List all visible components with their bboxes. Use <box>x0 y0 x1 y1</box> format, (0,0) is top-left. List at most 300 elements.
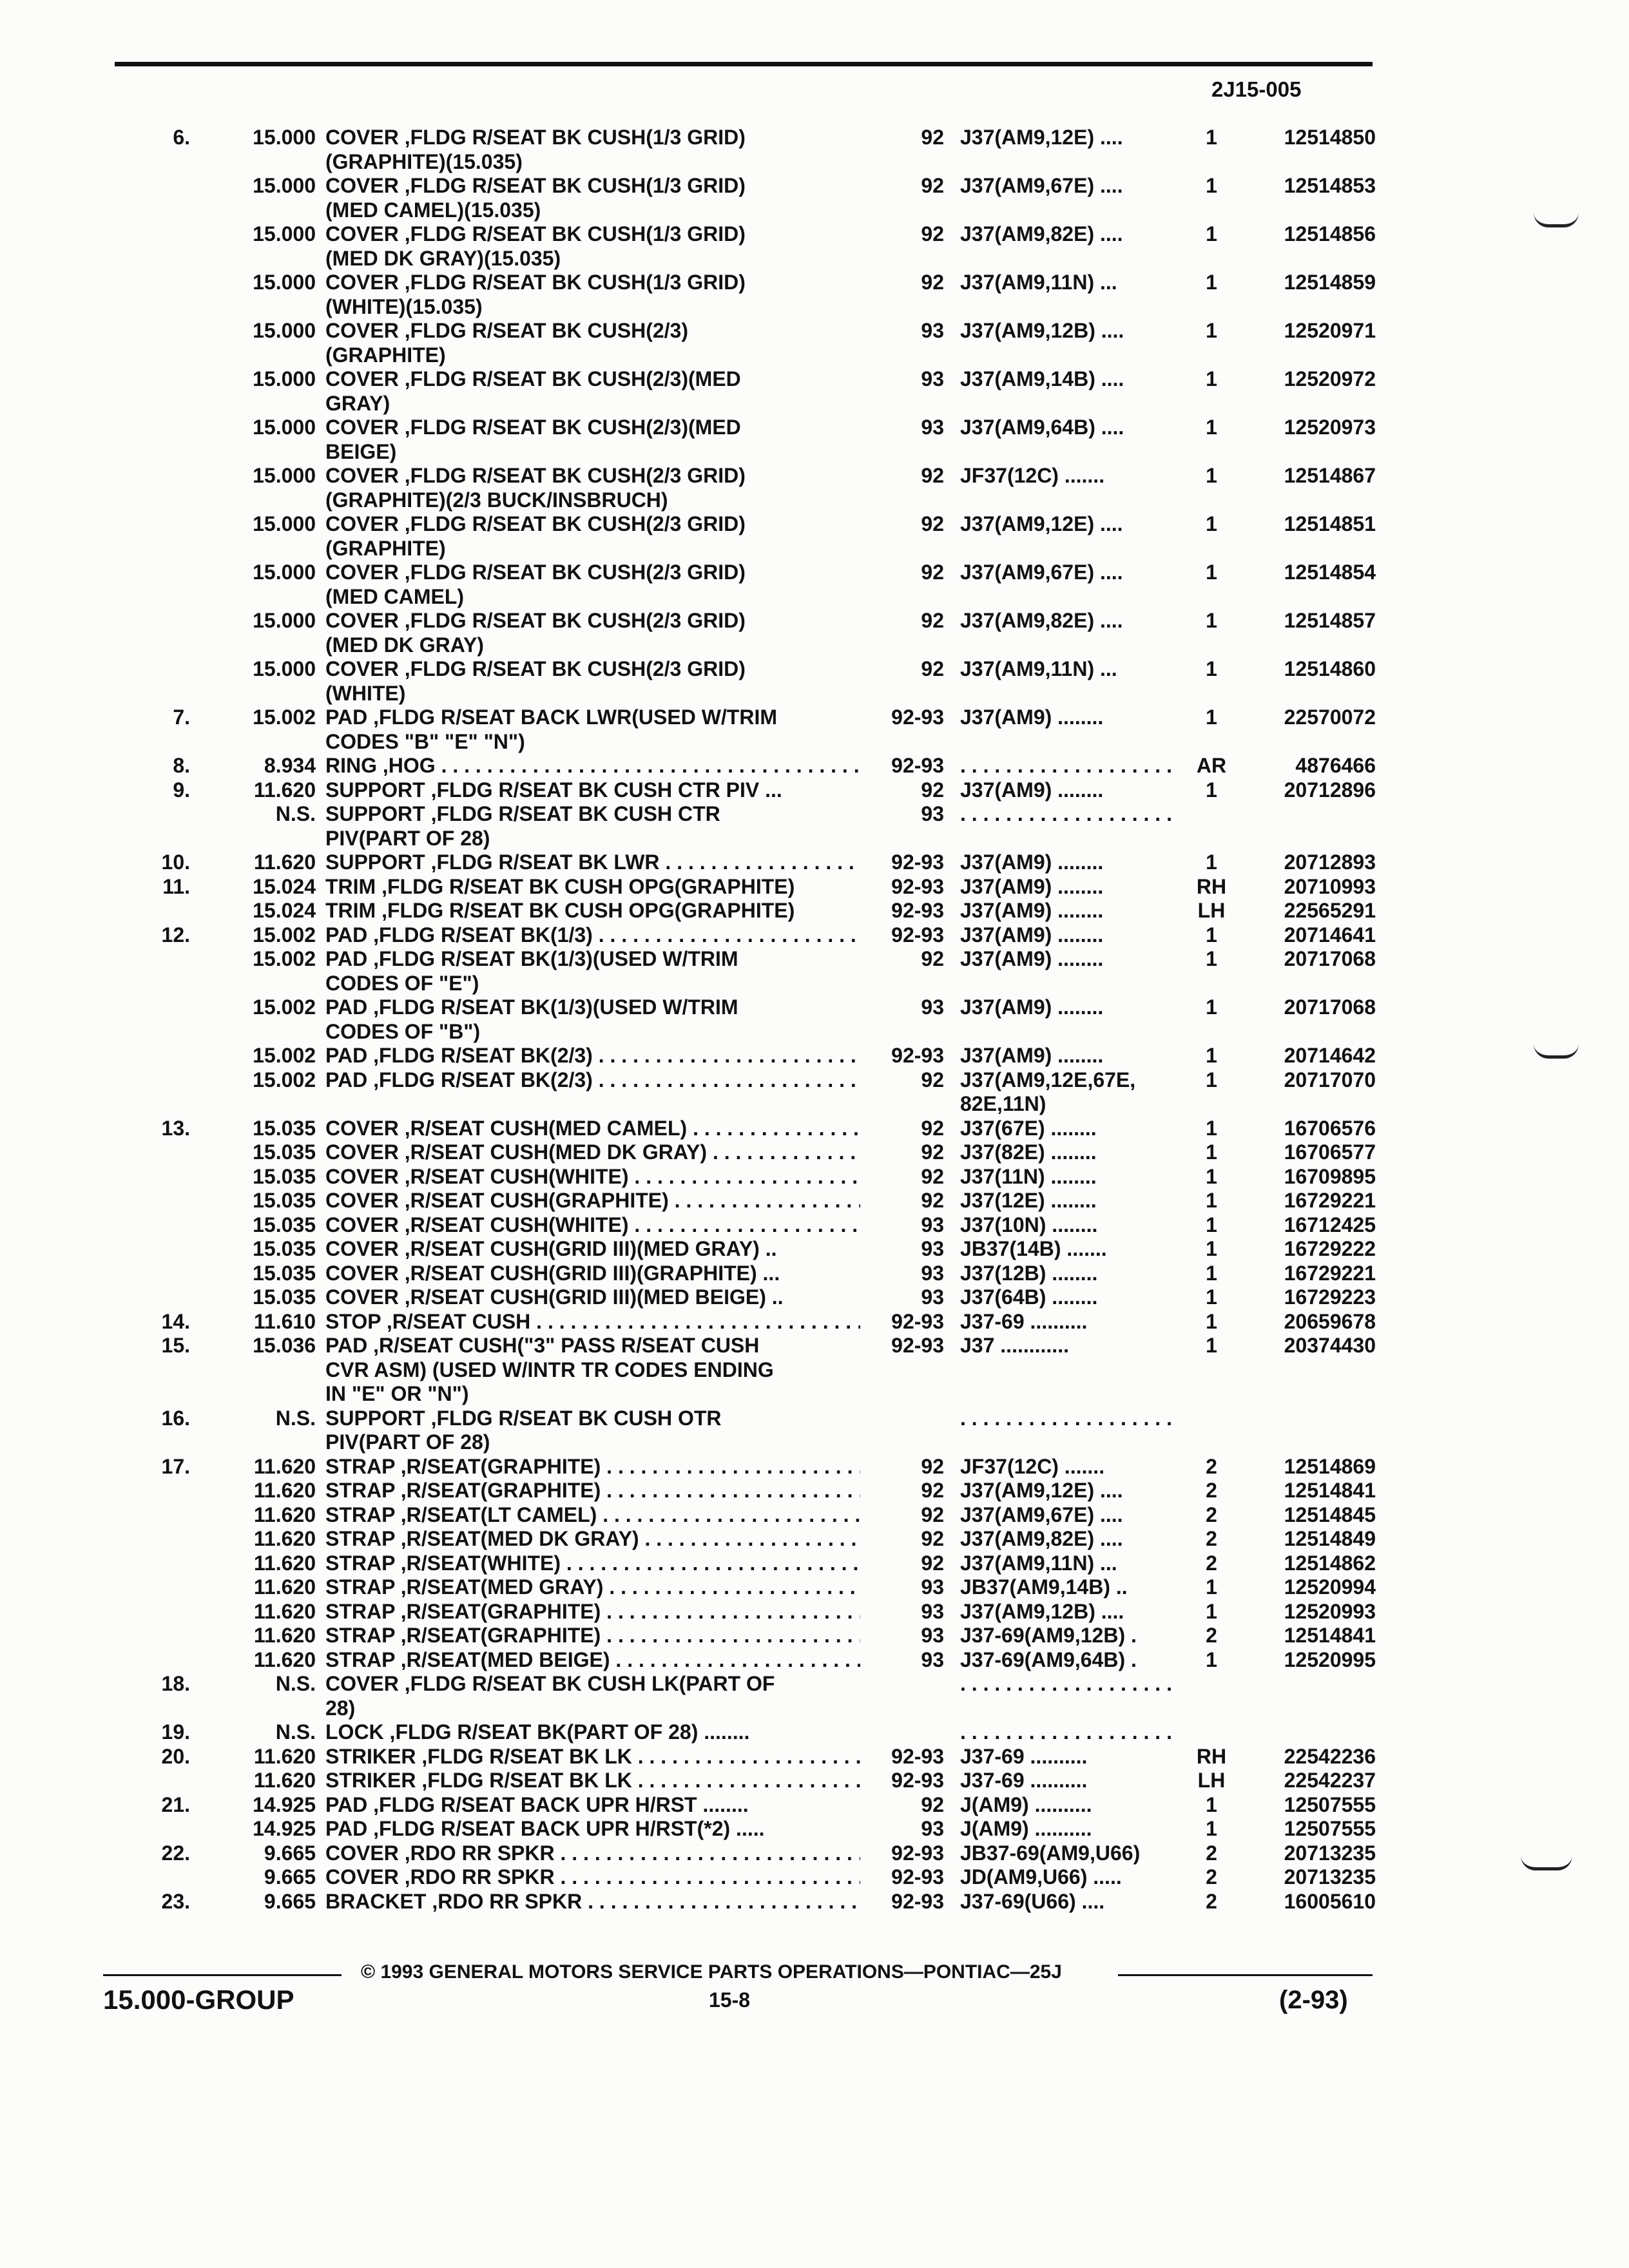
model-year: 92 <box>921 609 944 632</box>
part-description: SUPPORT ,FLDG R/SEAT BK CUSH CTR PIV ... <box>325 778 782 802</box>
quantity: LH <box>1197 899 1226 922</box>
part-description: CODES OF "E") <box>325 971 479 995</box>
quantity: 1 <box>1206 995 1217 1019</box>
model-code: J37-69 .......... <box>960 1769 1088 1792</box>
model-code: J37(AM9) ........ <box>960 778 1104 802</box>
part-description: STRAP ,R/SEAT(GRAPHITE) . . . <box>325 1455 860 1479</box>
table-row <box>0 1358 1629 1383</box>
table-row <box>0 561 1629 585</box>
part-description: LOCK ,FLDG R/SEAT BK(PART OF 28) ........ <box>325 1720 750 1744</box>
model-year: 92 <box>921 1479 944 1502</box>
part-description: COVER ,FLDG R/SEAT BK CUSH(2/3)(MED <box>325 416 741 439</box>
group-number: 15.002 <box>253 995 316 1019</box>
part-number: 16709895 <box>1284 1164 1376 1188</box>
model-code: J37(AM9,67E) .... <box>960 561 1123 584</box>
model-code <box>960 802 1179 827</box>
quantity: 1 <box>1206 512 1217 535</box>
footer-group: 15.000-GROUP <box>103 1984 294 2015</box>
group-number: 15.035 <box>253 1140 316 1164</box>
group-number: 15.000 <box>253 174 316 197</box>
model-year: 93 <box>921 802 944 825</box>
parts-list <box>0 126 1629 1914</box>
group-number: 15.035 <box>253 1261 316 1285</box>
quantity: 1 <box>1206 1792 1217 1816</box>
quantity: 1 <box>1206 923 1217 947</box>
quantity: 1 <box>1206 1334 1217 1357</box>
part-number: 12507555 <box>1284 1817 1376 1840</box>
group-number: 15.035 <box>253 1213 316 1236</box>
model-year: 92-93 <box>891 1334 944 1357</box>
group-number: 15.002 <box>253 1068 316 1091</box>
group-number: 9.665 <box>264 1841 316 1865</box>
part-description: STRAP ,R/SEAT(GRAPHITE) . . . <box>325 1479 860 1503</box>
part-description: PAD ,FLDG R/SEAT BK(1/3)(USED W/TRIM <box>325 995 738 1019</box>
part-number: 20714642 <box>1284 1044 1376 1067</box>
part-number: 12514849 <box>1284 1527 1376 1550</box>
table-row <box>0 802 1629 827</box>
footer-date: (2-93) <box>1279 1986 1348 2014</box>
group-number: 15.035 <box>253 1116 316 1140</box>
group-number: 15.000 <box>253 561 316 584</box>
part-description: SUPPORT ,FLDG R/SEAT BK CUSH OTR <box>325 1406 722 1430</box>
group-number: 15.002 <box>253 947 316 970</box>
quantity: 1 <box>1206 1189 1217 1212</box>
table-row <box>0 995 1629 1020</box>
quantity: 2 <box>1206 1624 1217 1647</box>
part-number: 16729221 <box>1284 1261 1376 1285</box>
group-number: 15.036 <box>253 1334 316 1357</box>
part-description: STRAP ,R/SEAT(MED DK GRAY) . . . <box>325 1527 860 1552</box>
table-row <box>0 1527 1629 1552</box>
part-number: 16005610 <box>1284 1889 1376 1913</box>
table-row <box>0 682 1629 706</box>
model-year: 92 <box>921 1116 944 1140</box>
part-number: 12514862 <box>1284 1551 1376 1575</box>
part-description: PAD ,FLDG R/SEAT BK(1/3) . . . <box>325 923 860 948</box>
model-year: 92-93 <box>891 850 944 874</box>
part-description: BRACKET ,RDO RR SPKR . . . <box>325 1890 860 1914</box>
model-code: J37(AM9) ........ <box>960 947 1104 970</box>
table-row <box>0 827 1629 851</box>
model-code: JD(AM9,U66) ..... <box>960 1865 1122 1888</box>
model-year: 93 <box>921 416 944 439</box>
table-row <box>0 440 1629 465</box>
model-code: J37(10N) ........ <box>960 1213 1098 1236</box>
table-row <box>0 1189 1629 1213</box>
table-row <box>0 271 1629 295</box>
part-description: (GRAPHITE)(2/3 BUCK/INSBRUCH) <box>325 488 668 512</box>
table-row <box>0 126 1629 150</box>
table-row <box>0 1310 1629 1334</box>
part-description: COVER ,FLDG R/SEAT BK CUSH(2/3 GRID) <box>325 609 746 632</box>
part-description: STRAP ,R/SEAT(WHITE) . . . <box>325 1552 860 1576</box>
model-code: JB37-69(AM9,U66) <box>960 1841 1141 1865</box>
part-description: (MED DK GRAY) <box>325 633 484 657</box>
table-row <box>0 1092 1629 1117</box>
part-number: 12514867 <box>1284 464 1376 487</box>
table-row <box>0 1793 1629 1818</box>
group-number: 15.035 <box>253 1189 316 1212</box>
model-code: J37(AM9,12E,67E, <box>960 1068 1136 1091</box>
model-code: J37(12E) ........ <box>960 1189 1097 1212</box>
model-code <box>960 754 1179 778</box>
quantity: 2 <box>1206 1841 1217 1865</box>
model-year: 92-93 <box>891 1889 944 1913</box>
group-number: 15.002 <box>253 923 316 947</box>
model-year: 92 <box>921 1189 944 1212</box>
quantity: 2 <box>1206 1889 1217 1913</box>
part-number: 12514869 <box>1284 1454 1376 1478</box>
part-description: COVER ,R/SEAT CUSH(MED CAMEL) . . . <box>325 1117 860 1141</box>
model-year: 92 <box>921 1140 944 1164</box>
model-year: 92-93 <box>891 1744 944 1768</box>
part-number: 20710993 <box>1284 874 1376 898</box>
model-code: J37(AM9,12B) .... <box>960 1599 1124 1623</box>
model-year: 93 <box>921 319 944 342</box>
group-number: 11.620 <box>253 1454 316 1478</box>
model-year: 93 <box>921 1261 944 1285</box>
part-description: GRAY) <box>325 391 390 415</box>
table-row <box>0 1890 1629 1914</box>
table-row <box>0 633 1629 658</box>
margin-mark <box>1521 1856 1572 1870</box>
group-number: 11.620 <box>253 778 316 802</box>
table-row <box>0 730 1629 754</box>
item-number: 9. <box>173 778 190 802</box>
part-number: 22570072 <box>1284 706 1376 729</box>
table-row <box>0 1455 1629 1479</box>
model-year: 92 <box>921 1551 944 1575</box>
item-number: 17. <box>161 1454 190 1478</box>
part-description: BEIGE) <box>325 439 397 463</box>
part-description: CVR ASM) (USED W/INTR TR CODES ENDING <box>325 1358 774 1381</box>
part-number: 12514856 <box>1284 222 1376 245</box>
part-description: COVER ,FLDG R/SEAT BK CUSH(2/3 GRID) <box>325 561 746 584</box>
part-description: SUPPORT ,FLDG R/SEAT BK LWR . . . <box>325 850 860 875</box>
item-number: 16. <box>161 1406 190 1430</box>
model-code: JB37(AM9,14B) .. <box>960 1575 1128 1599</box>
quantity: 1 <box>1206 319 1217 342</box>
model-code: J37-69 .......... <box>960 1744 1088 1768</box>
part-number: 22542237 <box>1284 1769 1376 1792</box>
quantity: 1 <box>1206 947 1217 970</box>
model-year: 92-93 <box>891 1769 944 1792</box>
table-row <box>0 754 1629 778</box>
model-year: 92 <box>921 657 944 680</box>
part-description: STOP ,R/SEAT CUSH . . . <box>325 1310 860 1334</box>
quantity: 1 <box>1206 367 1217 390</box>
table-row <box>0 1841 1629 1866</box>
part-description: STRAP ,R/SEAT(MED GRAY) . . . <box>325 1575 860 1600</box>
group-number: 11.620 <box>253 1551 316 1575</box>
model-code: J37(67E) ........ <box>960 1116 1097 1140</box>
model-code <box>960 1672 1179 1696</box>
model-code: J37(AM9) ........ <box>960 850 1104 874</box>
group-number: 15.002 <box>253 706 316 729</box>
item-number: 23. <box>161 1889 190 1913</box>
group-number: 14.925 <box>253 1792 316 1816</box>
top-rule <box>115 62 1373 66</box>
part-number: 12514854 <box>1284 561 1376 584</box>
group-number: N.S. <box>275 1720 316 1744</box>
quantity: 1 <box>1206 778 1217 802</box>
model-code: J37(AM9) ........ <box>960 923 1104 947</box>
table-row <box>0 1600 1629 1624</box>
quantity: 1 <box>1206 561 1217 584</box>
table-row <box>0 295 1629 320</box>
quantity: 1 <box>1206 609 1217 632</box>
part-number: 16729222 <box>1284 1237 1376 1260</box>
part-number: 12514841 <box>1284 1624 1376 1647</box>
quantity: 1 <box>1206 706 1217 729</box>
quantity: AR <box>1196 754 1227 777</box>
item-number: 13. <box>161 1116 190 1140</box>
quantity: 1 <box>1206 1068 1217 1091</box>
table-row <box>0 1552 1629 1576</box>
part-description: (GRAPHITE) <box>325 343 446 367</box>
group-number: 15.000 <box>253 416 316 439</box>
part-number: 12520971 <box>1284 319 1376 342</box>
item-number: 22. <box>161 1841 190 1865</box>
part-description: COVER ,FLDG R/SEAT BK CUSH(2/3 GRID) <box>325 657 746 680</box>
part-description: PIV(PART OF 28) <box>325 1430 490 1454</box>
item-number: 20. <box>161 1744 190 1768</box>
part-description: (MED DK GRAY)(15.035) <box>325 246 561 270</box>
quantity: 2 <box>1206 1503 1217 1526</box>
quantity: 1 <box>1206 1285 1217 1309</box>
model-code: J37(AM9,64B) .... <box>960 416 1124 439</box>
part-number: 20712896 <box>1284 778 1376 802</box>
part-description: COVER ,FLDG R/SEAT BK CUSH(2/3 GRID) <box>325 464 746 487</box>
quantity: 1 <box>1206 1648 1217 1671</box>
quantity: 1 <box>1206 1213 1217 1236</box>
model-code: J37(AM9) ........ <box>960 995 1104 1019</box>
table-row <box>0 416 1629 440</box>
model-year: 93 <box>921 1285 944 1309</box>
quantity: LH <box>1197 1769 1226 1792</box>
quantity: 2 <box>1206 1865 1217 1888</box>
table-row <box>0 1285 1629 1310</box>
model-year: 93 <box>921 1213 944 1236</box>
group-number: 11.620 <box>253 1527 316 1550</box>
model-year: 93 <box>921 1817 944 1840</box>
part-number: 12520973 <box>1284 416 1376 439</box>
model-year: 92 <box>921 1503 944 1526</box>
part-number: 20717068 <box>1284 947 1376 970</box>
model-code: J37-69 .......... <box>960 1309 1088 1333</box>
model-year: 92 <box>921 1454 944 1478</box>
group-number: 9.665 <box>264 1889 316 1913</box>
group-number: 11.620 <box>253 1769 316 1792</box>
model-code: J37(AM9,11N) ... <box>960 657 1117 680</box>
part-description: PAD ,FLDG R/SEAT BK(2/3) . . . <box>325 1044 860 1068</box>
group-number: 11.620 <box>253 850 316 874</box>
part-description: (MED CAMEL)(15.035) <box>325 198 541 222</box>
part-description: (GRAPHITE)(15.035) <box>325 149 523 173</box>
quantity: 1 <box>1206 126 1217 149</box>
part-number: 16706576 <box>1284 1116 1376 1140</box>
part-description: COVER ,FLDG R/SEAT BK CUSH LK(PART OF <box>325 1672 775 1695</box>
group-number: N.S. <box>275 1672 316 1695</box>
model-year: 92 <box>921 512 944 535</box>
part-description: PAD ,FLDG R/SEAT BACK UPR H/RST ........ <box>325 1792 749 1816</box>
model-code: J(AM9) .......... <box>960 1792 1092 1816</box>
part-description: PAD ,FLDG R/SEAT BK(1/3)(USED W/TRIM <box>325 947 738 970</box>
part-number: 12520972 <box>1284 367 1376 390</box>
table-row <box>0 1068 1629 1093</box>
group-number: 15.002 <box>253 1044 316 1067</box>
table-row <box>0 972 1629 996</box>
group-number: 15.000 <box>253 222 316 245</box>
item-number: 21. <box>161 1792 190 1816</box>
table-row <box>0 367 1629 392</box>
part-description: STRIKER ,FLDG R/SEAT BK LK . . . <box>325 1745 860 1769</box>
part-number: 4876466 <box>1295 754 1376 777</box>
table-row <box>0 1624 1629 1648</box>
quantity: 1 <box>1206 1599 1217 1623</box>
model-code: JB37(14B) ....... <box>960 1237 1107 1260</box>
part-description: PAD ,FLDG R/SEAT BK(2/3) . . . <box>325 1068 860 1093</box>
quantity: 1 <box>1206 1575 1217 1599</box>
group-number: 15.000 <box>253 367 316 390</box>
model-year: 92 <box>921 1527 944 1550</box>
model-year: 92 <box>921 1792 944 1816</box>
group-number: 11.620 <box>253 1503 316 1526</box>
group-number: 14.925 <box>253 1817 316 1840</box>
model-code <box>960 1407 1179 1431</box>
footer-copyright: © 1993 GENERAL MOTORS SERVICE PARTS OPERATIONS—PONTIAC—25J <box>361 1961 1062 1983</box>
part-number: 12520993 <box>1284 1599 1376 1623</box>
part-description: (GRAPHITE) <box>325 536 446 560</box>
group-number: 15.000 <box>253 271 316 294</box>
quantity: 1 <box>1206 1817 1217 1840</box>
group-number: 15.000 <box>253 609 316 632</box>
table-row <box>0 464 1629 488</box>
model-year: 92 <box>921 561 944 584</box>
table-row <box>0 923 1629 948</box>
table-row <box>0 875 1629 899</box>
part-number: 20717070 <box>1284 1068 1376 1091</box>
part-number: 20714641 <box>1284 923 1376 947</box>
table-row <box>0 1745 1629 1769</box>
quantity: 2 <box>1206 1551 1217 1575</box>
model-year: 92-93 <box>891 706 944 729</box>
item-number: 15. <box>161 1334 190 1357</box>
footer-rule-left <box>103 1974 342 1976</box>
table-row <box>0 947 1629 972</box>
part-description: IN "E" OR "N") <box>325 1382 469 1405</box>
part-description: COVER ,R/SEAT CUSH(GRID III)(MED BEIGE) .. <box>325 1285 784 1309</box>
quantity: 1 <box>1206 1237 1217 1260</box>
model-year: 92 <box>921 778 944 802</box>
table-row <box>0 319 1629 343</box>
part-number: 20712893 <box>1284 850 1376 874</box>
quantity: 1 <box>1206 1261 1217 1285</box>
item-number: 11. <box>162 874 190 898</box>
group-number: 15.035 <box>253 1164 316 1188</box>
part-number: 20717068 <box>1284 995 1376 1019</box>
table-row <box>0 1140 1629 1165</box>
part-number: 12514851 <box>1284 512 1376 535</box>
part-description: CODES "B" "E" "N") <box>325 729 525 753</box>
item-number: 6. <box>173 126 190 149</box>
table-row <box>0 657 1629 682</box>
model-code: 82E,11N) <box>960 1092 1046 1115</box>
table-row <box>0 247 1629 271</box>
model-code: J37(AM9,82E) .... <box>960 222 1123 245</box>
model-year: 92 <box>921 126 944 149</box>
part-number: 16729221 <box>1284 1189 1376 1212</box>
model-code: J37(AM9) ........ <box>960 874 1104 898</box>
part-description: COVER ,FLDG R/SEAT BK CUSH(1/3 GRID) <box>325 126 746 149</box>
part-description: COVER ,R/SEAT CUSH(GRAPHITE) . . . <box>325 1189 860 1213</box>
table-row <box>0 778 1629 803</box>
group-number: 15.024 <box>253 899 316 922</box>
table-row <box>0 150 1629 175</box>
part-description: STRAP ,R/SEAT(GRAPHITE) . . . <box>325 1624 860 1648</box>
part-description: STRAP ,R/SEAT(LT CAMEL) . . . <box>325 1503 860 1528</box>
part-description: PAD ,FLDG R/SEAT BACK LWR(USED W/TRIM <box>325 706 777 729</box>
model-year: 92 <box>921 222 944 245</box>
model-year: 92-93 <box>891 1841 944 1865</box>
part-description: (WHITE)(15.035) <box>325 294 483 318</box>
model-year: 92 <box>921 947 944 970</box>
item-number: 19. <box>161 1720 190 1744</box>
model-year: 92-93 <box>891 1044 944 1067</box>
quantity: 1 <box>1206 1140 1217 1164</box>
page-code: 2J15-005 <box>1211 77 1302 101</box>
item-number: 10. <box>161 850 190 874</box>
model-code: JF37(12C) ....... <box>960 464 1105 487</box>
part-number: 12520995 <box>1284 1648 1376 1671</box>
model-code: J37(64B) ........ <box>960 1285 1098 1309</box>
part-description: RING ,HOG . . . <box>325 754 860 778</box>
group-number: 15.035 <box>253 1237 316 1260</box>
group-number: 11.620 <box>253 1575 316 1599</box>
table-row <box>0 609 1629 633</box>
part-description: CODES OF "B") <box>325 1019 481 1043</box>
part-description: COVER ,FLDG R/SEAT BK CUSH(1/3 GRID) <box>325 271 746 294</box>
model-year: 93 <box>921 367 944 390</box>
model-code: J37(11N) ........ <box>960 1164 1097 1188</box>
table-row <box>0 706 1629 730</box>
quantity: 1 <box>1206 1116 1217 1140</box>
group-number: 15.000 <box>253 464 316 487</box>
model-year: 92-93 <box>891 899 944 922</box>
part-number: 20659678 <box>1284 1309 1376 1333</box>
quantity: 1 <box>1206 222 1217 245</box>
quantity: RH <box>1196 874 1227 898</box>
part-description: (WHITE) <box>325 681 406 705</box>
part-description: PAD ,R/SEAT CUSH("3" PASS R/SEAT CUSH <box>325 1334 760 1357</box>
table-row <box>0 1817 1629 1841</box>
model-code: J37(AM9) ........ <box>960 706 1104 729</box>
table-row <box>0 1237 1629 1262</box>
part-number: 12514859 <box>1284 271 1376 294</box>
quantity: 1 <box>1206 1309 1217 1333</box>
quantity: RH <box>1196 1744 1227 1768</box>
table-row <box>0 1213 1629 1238</box>
model-code: J37(AM9,82E) .... <box>960 609 1123 632</box>
table-row <box>0 488 1629 513</box>
quantity: 1 <box>1206 850 1217 874</box>
part-number: 16729223 <box>1284 1285 1376 1309</box>
model-code: J37(82E) ........ <box>960 1140 1097 1164</box>
model-year: 92 <box>921 174 944 197</box>
part-description: COVER ,R/SEAT CUSH(GRID III)(GRAPHITE) ... <box>325 1261 780 1285</box>
model-code: J37(AM9) ........ <box>960 1044 1104 1067</box>
model-code: J37(AM9,12B) .... <box>960 319 1124 342</box>
